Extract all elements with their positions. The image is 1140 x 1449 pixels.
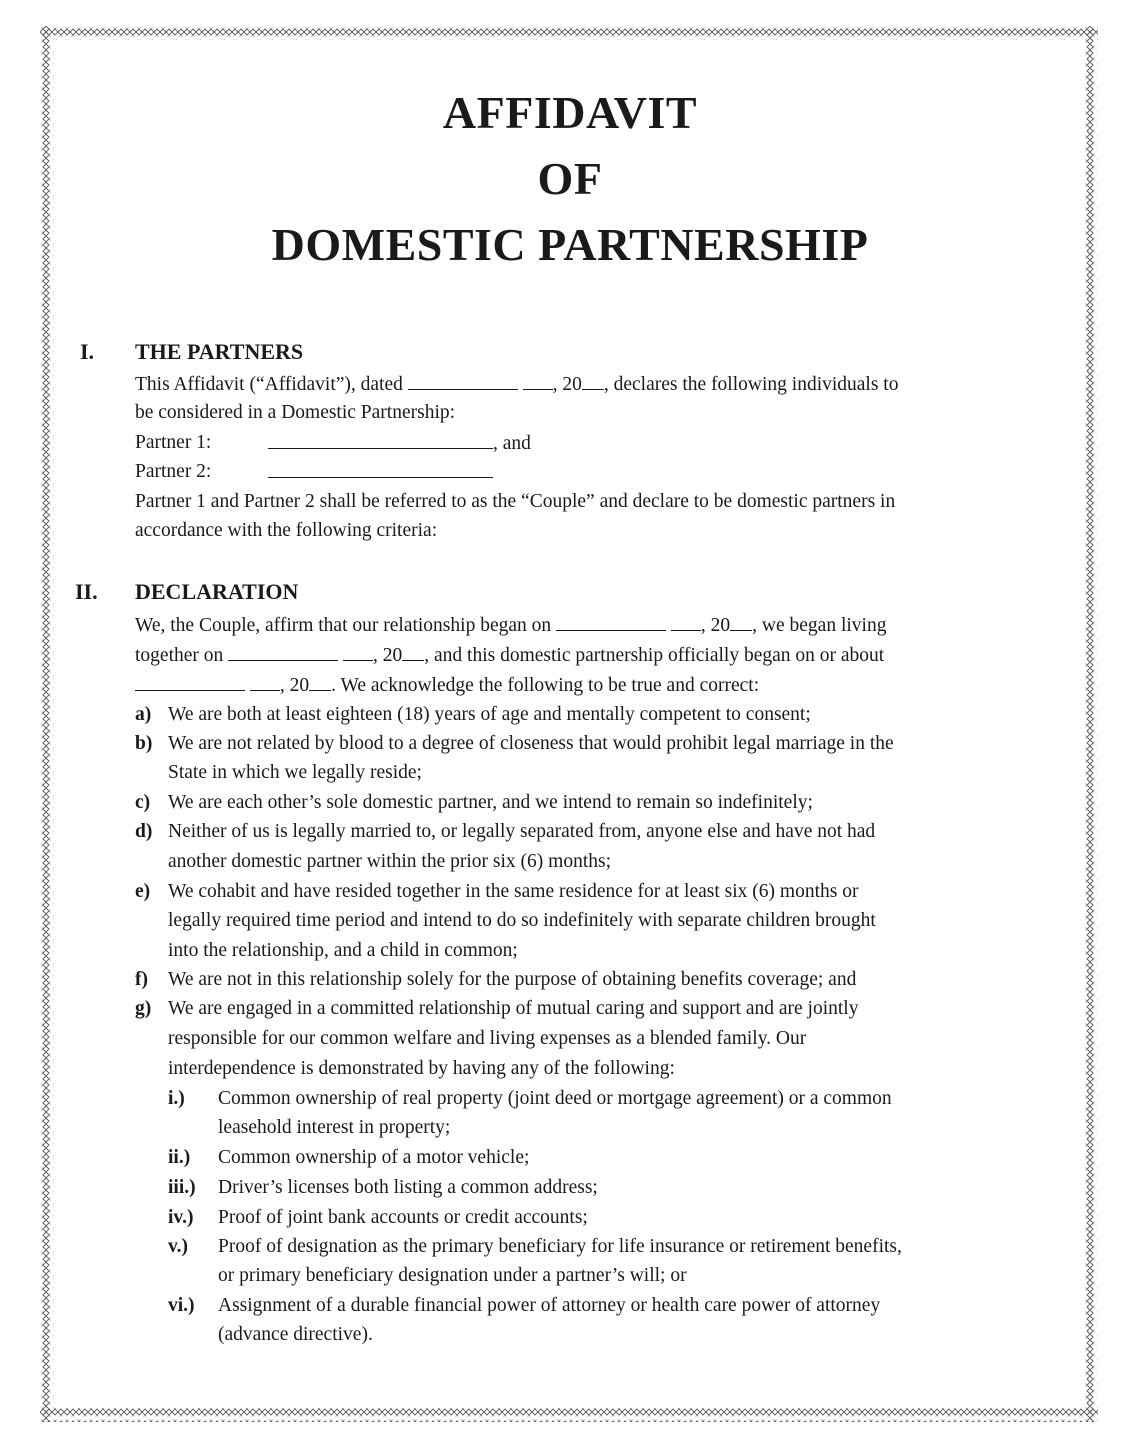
declaration-text-3b: , 20	[279, 675, 310, 696]
item-b-label: b)	[135, 733, 153, 754]
relationship-began-day-blank[interactable]	[671, 615, 701, 631]
section-2-number: II.	[75, 579, 98, 604]
affidavit-year-blank[interactable]	[582, 374, 604, 390]
subitem-v-line-2: or primary beneficiary designation under a partner’s will; or	[218, 1265, 687, 1286]
subitem-iii-line-1: Driver’s licenses both listing a common address;	[218, 1177, 598, 1198]
partner-2-label: Partner 2:	[135, 461, 212, 482]
item-a-label: a)	[135, 704, 152, 725]
section-2-heading: DECLARATION	[135, 579, 299, 604]
declaration-text-1a: We, the Couple, affirm that our relationship began on	[135, 615, 552, 636]
item-f-line-1: We are not in this relationship solely for the purpose of obtaining benefits coverage; and	[168, 969, 857, 990]
subitem-i-line-2: leasehold interest in property;	[218, 1117, 451, 1138]
item-g-label: g)	[135, 998, 152, 1019]
subitem-vi-line-1: Assignment of a durable financial power of attorney or health care power of attorney	[218, 1295, 881, 1316]
affidavit-date-blank[interactable]	[408, 374, 518, 390]
declaration-line-1	[135, 615, 886, 636]
section-1-intro-line-2: be considered in a Domestic Partnership:	[135, 402, 456, 423]
document-title-line-3: DOMESTIC PARTNERSHIP	[271, 219, 869, 270]
declaration-text-2b: , 20	[373, 645, 403, 666]
item-c-label: c)	[135, 792, 151, 813]
section-1-number: I.	[80, 339, 95, 364]
item-f-label: f)	[135, 969, 148, 990]
partner-2-name-blank[interactable]	[268, 462, 493, 478]
intro-text-b: , 20	[552, 374, 582, 395]
item-b-line-2: State in which we legally reside;	[168, 762, 422, 783]
subitem-vi-label: vi.)	[168, 1295, 195, 1316]
document-title-line-1: AFFIDAVIT	[442, 87, 698, 138]
document-title-line-2: OF	[537, 153, 603, 204]
declaration-text-2c: , and this domestic partnership officially began on or about	[424, 645, 885, 666]
subitem-v-line-1: Proof of designation as the primary beneficiary for life insurance or retirement benefits,	[218, 1236, 902, 1257]
partnership-began-blank[interactable]	[135, 675, 245, 691]
intro-text-a: This Affidavit (“Affidavit”), dated	[135, 374, 403, 395]
partnership-began-year-blank[interactable]	[309, 675, 331, 691]
section-1-intro-line	[135, 374, 898, 395]
couple-definition-line-1: Partner 1 and Partner 2 shall be referred to as the “Couple” and declare to be domestic partners in	[135, 491, 896, 512]
item-e-line-2: legally required time period and intend to do so indefinitely with separate children brought	[168, 910, 876, 931]
item-e-line-3: into the relationship, and a child in common;	[168, 940, 518, 961]
declaration-text-3c: . We acknowledge the following to be true and correct:	[331, 675, 760, 696]
item-e-label: e)	[135, 881, 151, 902]
living-together-day-blank[interactable]	[343, 645, 373, 661]
declaration-line-3	[135, 675, 759, 696]
partner-1-suffix: , and	[493, 433, 531, 454]
relationship-began-year-blank[interactable]	[730, 615, 752, 631]
partner-2-field	[268, 462, 493, 483]
partnership-began-day-blank[interactable]	[250, 675, 280, 691]
item-d-line-2: another domestic partner within the prior six (6) months;	[168, 851, 611, 872]
partner-1-name-blank[interactable]	[268, 433, 493, 449]
subitem-iv-line-1: Proof of joint bank accounts or credit accounts;	[218, 1207, 588, 1228]
subitem-ii-label: ii.)	[168, 1147, 191, 1168]
living-together-blank[interactable]	[228, 645, 338, 661]
subitem-iv-label: iv.)	[168, 1207, 194, 1228]
item-d-label: d)	[135, 821, 153, 842]
relationship-began-blank[interactable]	[556, 615, 666, 631]
item-a-line-1: We are both at least eighteen (18) years of age and mentally competent to consent;	[168, 704, 811, 725]
item-d-line-1: Neither of us is legally married to, or legally separated from, anyone else and have not had	[168, 821, 876, 842]
subitem-vi-line-2: (advance directive).	[218, 1324, 373, 1345]
intro-text-c: , declares the following individuals to	[603, 374, 899, 395]
subitem-i-line-1: Common ownership of real property (joint deed or mortgage agreement) or a common	[218, 1088, 892, 1109]
item-b-line-1: We are not related by blood to a degree of closeness that would prohibit legal marriage in the	[168, 733, 894, 754]
declaration-text-2a: together on	[135, 645, 224, 666]
item-g-line-1: We are engaged in a committed relationship of mutual caring and support and are jointly	[168, 998, 859, 1019]
affidavit-date-day-blank[interactable]	[523, 374, 553, 390]
subitem-i-label: i.)	[168, 1088, 185, 1109]
declaration-text-1b: , 20	[700, 615, 731, 636]
section-1-heading: THE PARTNERS	[135, 339, 304, 364]
item-e-line-1: We cohabit and have resided together in the same residence for at least six (6) months or	[168, 881, 859, 902]
subitem-v-label: v.)	[168, 1236, 189, 1257]
subitem-iii-label: iii.)	[168, 1177, 196, 1198]
item-g-line-2: responsible for our common welfare and living expenses as a blended family. Our	[168, 1028, 807, 1049]
item-g-line-3: interdependence is demonstrated by having any of the following:	[168, 1058, 675, 1079]
couple-definition-line-2: accordance with the following criteria:	[135, 520, 438, 541]
declaration-line-2	[135, 645, 884, 666]
partner-1-label: Partner 1:	[135, 432, 212, 453]
living-together-year-blank[interactable]	[402, 645, 424, 661]
partner-1-field	[268, 433, 531, 454]
item-c-line-1: We are each other’s sole domestic partner, and we intend to remain so indefinitely;	[168, 792, 813, 813]
declaration-text-1c: , we began living	[752, 615, 887, 636]
subitem-ii-line-1: Common ownership of a motor vehicle;	[218, 1147, 530, 1168]
